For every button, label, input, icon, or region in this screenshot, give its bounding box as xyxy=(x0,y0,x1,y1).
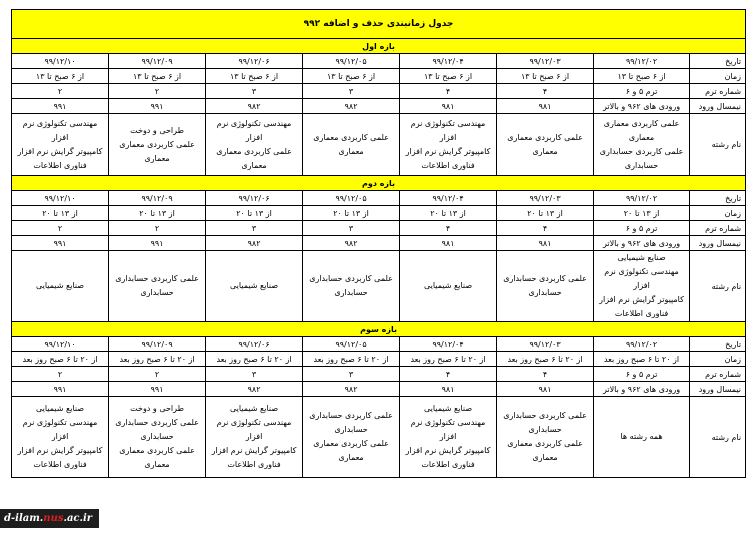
period-header: بازه دوم xyxy=(12,176,746,191)
row-label-entry: نیمسال ورود xyxy=(690,99,746,114)
cell-time: از ۱۳ تا ۲۰ xyxy=(206,206,303,221)
row-label-field: نام رشته xyxy=(690,114,746,176)
cell-entry: ۹۹۱ xyxy=(109,236,206,251)
cell-date: ۹۹/۱۲/۰۵ xyxy=(303,191,400,206)
table-row xyxy=(12,54,746,69)
table-row xyxy=(12,337,746,352)
summary-cell-term: ترم ۵ و ۶ xyxy=(594,84,690,99)
row-label-date: تاریخ xyxy=(690,54,746,69)
cell-field: علمی کاربردی حسابداری حسابداری علمی کاربردی معماری معماری xyxy=(303,397,400,478)
cell-time: از ۶ صبح تا ۱۳ xyxy=(303,69,400,84)
cell-time: از ۱۳ تا ۲۰ xyxy=(12,206,109,221)
cell-entry: ۹۸۱ xyxy=(400,382,497,397)
cell-entry: ۹۹۱ xyxy=(109,382,206,397)
cell-term: ۳ xyxy=(303,367,400,382)
cell-time: از ۶ صبح تا ۱۳ xyxy=(12,69,109,84)
row-label-term: شماره ترم xyxy=(690,221,746,236)
cell-date: ۹۹/۱۲/۰۴ xyxy=(400,337,497,352)
summary-cell-date: ۹۹/۱۲/۰۲ xyxy=(594,191,690,206)
cell-date: ۹۹/۱۲/۰۹ xyxy=(109,54,206,69)
cell-date: ۹۹/۱۲/۰۴ xyxy=(400,191,497,206)
summary-cell-time: از ۶ صبح تا ۱۳ xyxy=(594,69,690,84)
cell-term: ۳ xyxy=(206,221,303,236)
cell-time: از ۱۳ تا ۲۰ xyxy=(400,206,497,221)
cell-entry: ۹۸۱ xyxy=(497,99,594,114)
summary-cell-entry: ورودی های ۹۶۲ و بالاتر xyxy=(594,382,690,397)
cell-field: مهندسی تکنولوژی نرم افزار کامپیوتر گرایش نرم افزار فناوری اطلاعات xyxy=(400,114,497,176)
table-row xyxy=(12,221,746,236)
cell-field: علمی کاربردی معماری معماری xyxy=(303,114,400,176)
schedule-table xyxy=(11,9,746,478)
cell-date: ۹۹/۱۲/۱۰ xyxy=(12,54,109,69)
cell-term: ۳ xyxy=(303,221,400,236)
summary-cell-field: علمی کاربردی معماری معماری علمی کاربردی حسابداری حسابداری xyxy=(594,114,690,176)
cell-field: طراحی و دوخت علمی کاربردی حسابداری حسابداری علمی کاربردی معماری معماری xyxy=(109,397,206,478)
summary-cell-date: ۹۹/۱۲/۰۲ xyxy=(594,337,690,352)
cell-time: از ۶ صبح تا ۱۳ xyxy=(497,69,594,84)
table-row xyxy=(12,397,746,478)
cell-entry: ۹۸۲ xyxy=(206,382,303,397)
cell-date: ۹۹/۱۲/۰۳ xyxy=(497,337,594,352)
cell-field: صنایع شیمیایی مهندسی تکنولوژی نرم افزار کامپیوتر گرایش نرم افزار فناوری اطلاعات xyxy=(206,397,303,478)
cell-field: صنایع شیمیایی xyxy=(206,251,303,322)
cell-date: ۹۹/۱۲/۰۶ xyxy=(206,54,303,69)
table-row xyxy=(12,99,746,114)
row-label-field: نام رشته xyxy=(690,397,746,478)
cell-date: ۹۹/۱۲/۰۵ xyxy=(303,54,400,69)
cell-term: ۳ xyxy=(206,367,303,382)
table-row xyxy=(12,84,746,99)
summary-cell-entry: ورودی های ۹۶۲ و بالاتر xyxy=(594,99,690,114)
cell-entry: ۹۸۱ xyxy=(400,99,497,114)
schedule-sheet xyxy=(11,9,745,478)
row-label-entry: نیمسال ورود xyxy=(690,236,746,251)
table-title: جدول زمانبندی حذف و اضافه ۹۹۲ xyxy=(12,10,746,39)
cell-term: ۴ xyxy=(497,221,594,236)
cell-time: از ۲۰ تا ۶ صبح روز بعد xyxy=(497,352,594,367)
cell-field: علمی کاربردی حسابداری حسابداری xyxy=(497,251,594,322)
cell-time: از ۱۳ تا ۲۰ xyxy=(497,206,594,221)
cell-term: ۴ xyxy=(497,84,594,99)
cell-entry: ۹۹۱ xyxy=(12,236,109,251)
cell-term: ۲ xyxy=(109,367,206,382)
cell-field: طراحی و دوخت علمی کاربردی معماری معماری xyxy=(109,114,206,176)
cell-field: مهندسی تکنولوژی نرم افزار علمی کاربردی معماری معماری xyxy=(206,114,303,176)
table-row xyxy=(12,206,746,221)
row-label-field: نام رشته xyxy=(690,251,746,322)
cell-field: علمی کاربردی حسابداری حسابداری xyxy=(109,251,206,322)
cell-entry: ۹۸۱ xyxy=(400,236,497,251)
summary-cell-time: از ۱۳ تا ۲۰ xyxy=(594,206,690,221)
cell-date: ۹۹/۱۲/۰۳ xyxy=(497,54,594,69)
table-row xyxy=(12,114,746,176)
table-row xyxy=(12,69,746,84)
cell-date: ۹۹/۱۲/۰۴ xyxy=(400,54,497,69)
cell-field: علمی کاربردی حسابداری حسابداری xyxy=(303,251,400,322)
row-label-time: زمان xyxy=(690,352,746,367)
cell-date: ۹۹/۱۲/۰۹ xyxy=(109,337,206,352)
cell-term: ۲ xyxy=(109,221,206,236)
cell-field: صنایع شیمیایی xyxy=(400,251,497,322)
row-label-term: شماره ترم xyxy=(690,367,746,382)
cell-date: ۹۹/۱۲/۰۹ xyxy=(109,191,206,206)
cell-time: از ۶ صبح تا ۱۳ xyxy=(206,69,303,84)
cell-field: علمی کاربردی معماری معماری xyxy=(497,114,594,176)
cell-term: ۴ xyxy=(400,84,497,99)
cell-term: ۲ xyxy=(12,221,109,236)
table-row xyxy=(12,352,746,367)
table-row xyxy=(12,367,746,382)
cell-field: صنایع شیمیایی xyxy=(12,251,109,322)
summary-cell-term: ترم ۵ و ۶ xyxy=(594,221,690,236)
cell-entry: ۹۸۱ xyxy=(497,382,594,397)
cell-date: ۹۹/۱۲/۰۳ xyxy=(497,191,594,206)
cell-date: ۹۹/۱۲/۱۰ xyxy=(12,191,109,206)
cell-field: صنایع شیمیایی مهندسی تکنولوژی نرم افزار کامپیوتر گرایش نرم افزار فناوری اطلاعات xyxy=(400,397,497,478)
cell-time: از ۱۳ تا ۲۰ xyxy=(303,206,400,221)
cell-entry: ۹۹۱ xyxy=(109,99,206,114)
cell-term: ۲ xyxy=(12,367,109,382)
cell-field: علمی کاربردی حسابداری حسابداری علمی کاربردی معماری معماری xyxy=(497,397,594,478)
cell-term: ۳ xyxy=(303,84,400,99)
summary-cell-field: صنایع شیمیایی مهندسی تکنولوژی نرم افزار کامپیوتر گرایش نرم افزار فناوری اطلاعات xyxy=(594,251,690,322)
cell-entry: ۹۸۲ xyxy=(303,236,400,251)
summary-cell-term: ترم ۵ و ۶ xyxy=(594,367,690,382)
table-row xyxy=(12,251,746,322)
table-row xyxy=(12,191,746,206)
cell-entry: ۹۹۱ xyxy=(12,99,109,114)
cell-term: ۴ xyxy=(497,367,594,382)
summary-cell-entry: ورودی های ۹۶۲ و بالاتر xyxy=(594,236,690,251)
cell-time: از ۱۳ تا ۲۰ xyxy=(109,206,206,221)
table-row xyxy=(12,382,746,397)
row-label-date: تاریخ xyxy=(690,337,746,352)
period-header: بازه سوم xyxy=(12,322,746,337)
cell-time: از ۲۰ تا ۶ صبح روز بعد xyxy=(12,352,109,367)
row-label-entry: نیمسال ورود xyxy=(690,382,746,397)
cell-term: ۲ xyxy=(109,84,206,99)
row-label-term: شماره ترم xyxy=(690,84,746,99)
cell-time: از ۶ صبح تا ۱۳ xyxy=(109,69,206,84)
period-header: بازه اول xyxy=(12,39,746,54)
table-row xyxy=(12,236,746,251)
cell-term: ۲ xyxy=(12,84,109,99)
cell-time: از ۲۰ تا ۶ صبح روز بعد xyxy=(206,352,303,367)
cell-time: از ۲۰ تا ۶ صبح روز بعد xyxy=(303,352,400,367)
cell-date: ۹۹/۱۲/۰۶ xyxy=(206,191,303,206)
cell-time: از ۲۰ تا ۶ صبح روز بعد xyxy=(109,352,206,367)
cell-entry: ۹۸۲ xyxy=(206,236,303,251)
cell-term: ۴ xyxy=(400,221,497,236)
cell-entry: ۹۸۲ xyxy=(303,99,400,114)
cell-entry: ۹۹۱ xyxy=(12,382,109,397)
summary-cell-field: همه رشته ها xyxy=(594,397,690,478)
cell-term: ۳ xyxy=(206,84,303,99)
cell-entry: ۹۸۱ xyxy=(497,236,594,251)
cell-date: ۹۹/۱۲/۱۰ xyxy=(12,337,109,352)
cell-date: ۹۹/۱۲/۰۶ xyxy=(206,337,303,352)
site-watermark: d-ilam.nus.ac.ir xyxy=(0,509,99,528)
summary-cell-time: از ۲۰ تا ۶ صبح روز بعد xyxy=(594,352,690,367)
cell-time: از ۲۰ تا ۶ صبح روز بعد xyxy=(400,352,497,367)
cell-field: مهندسی تکنولوژی نرم افزار کامپیوتر گرایش نرم افزار فناوری اطلاعات xyxy=(12,114,109,176)
cell-time: از ۶ صبح تا ۱۳ xyxy=(400,69,497,84)
cell-date: ۹۹/۱۲/۰۵ xyxy=(303,337,400,352)
cell-term: ۴ xyxy=(400,367,497,382)
summary-cell-date: ۹۹/۱۲/۰۲ xyxy=(594,54,690,69)
cell-entry: ۹۸۲ xyxy=(303,382,400,397)
cell-field: صنایع شیمیایی مهندسی تکنولوژی نرم افزار کامپیوتر گرایش نرم افزار فناوری اطلاعات xyxy=(12,397,109,478)
cell-entry: ۹۸۲ xyxy=(206,99,303,114)
row-label-time: زمان xyxy=(690,206,746,221)
row-label-date: تاریخ xyxy=(690,191,746,206)
row-label-time: زمان xyxy=(690,69,746,84)
